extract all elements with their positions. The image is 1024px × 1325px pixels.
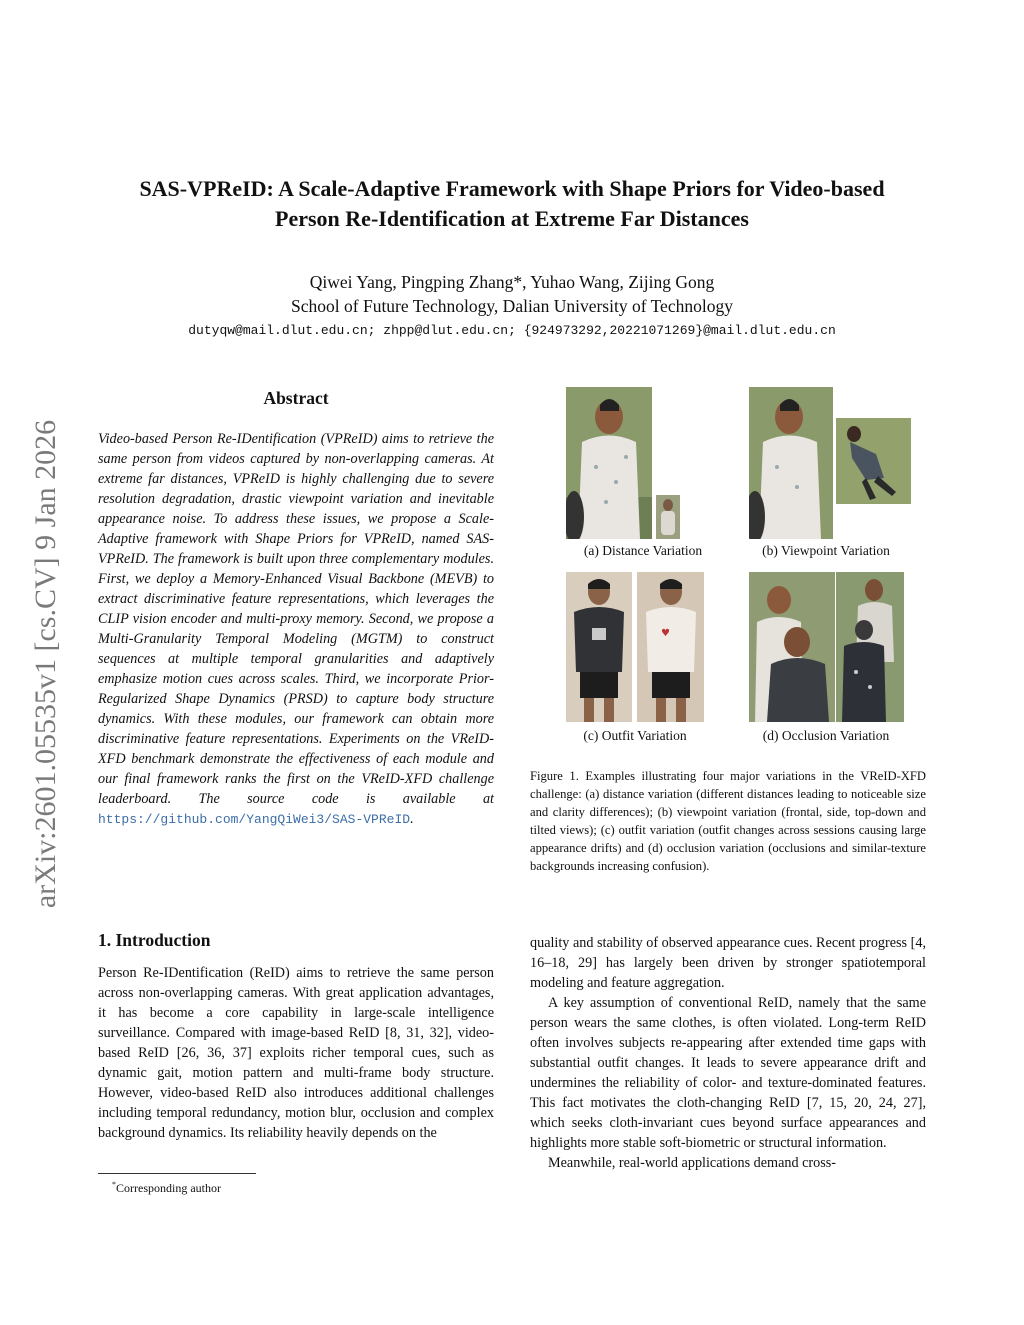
label-occlusion: (d) Occlusion Variation [762, 728, 890, 743]
title-line-1: SAS-VPReID: A Scale-Adaptive Framework with Shape Priors for Video-based [139, 176, 885, 201]
figure-caption: Figure 1. Examples illustrating four major variations in the VReID-XFD challenge: (a) distance variation (different distances leading to noticeable size and clarity differences); (b) viewpoint variation (frontal, side, top-down and tilted views); (c) outfit variation (outfit changes across sessions causing large appearance drifts) and (d) occlusion variation (occlusions and similar-texture backgrounds increasing confusion). [530, 769, 926, 873]
abstract-text: Video-based Person Re-IDentification (VPReID) aims to retrieve the same person from videos captured by non-overlapping cameras. At extreme far distances, VPReID is highly challenging due to severe resolution degradation, drastic viewpoint variation and inevitable appearance noise. To address these issues, we propose a Scale-Adaptive framework with Shape Priors for VPReID, named SAS-VPReID. The framework is built upon three complementary modules. First, we deploy a Memory-Enhanced Visual Backbone (MEVB) to extract discriminative feature representations, which leverages the CLIP vision encoder and multi-proxy memory. Second, we propose a Multi-Granularity Temporal Modeling (MGTM) to construct sequences at multiple temporal granularities and adaptively emphasize motion cues across scales. Third, we incorporate Prior-Regularized Shape Dynamics (PRSD) to capture body structure dynamics. With these modules, our framework can obtain more discriminative feature representations. Experiments on the VReID-XFD benchmark demonstrate the effectiveness of each module and our final framework ranks the first on the VReID-XFD challenge leaderboard. The source code is available at [98, 431, 494, 807]
footnote-rule [98, 1173, 256, 1174]
label-distance: (a) Distance Variation [583, 543, 703, 558]
email-list: dutyqw@mail.dlut.edu.cn; zhpp@dlut.edu.cn; {924973292,20221071269}@mail.dlut.edu.cn [188, 323, 836, 338]
abstract-end: . [410, 811, 414, 827]
photo-outfit-light [637, 572, 704, 722]
affiliation: School of Future Technology, Dalian University of Technology [291, 296, 733, 316]
label-outfit: (c) Outfit Variation [583, 728, 687, 743]
abstract-heading: Abstract [263, 388, 329, 408]
intro-paragraph-right-2: A key assumption of conventional ReID, namely that the same person wears the same clothes, is often violated. Long-term ReID often involves subjects re-appearing after extended time gaps with substantial outfit changes. It leads to severe appearance drift and undermines the reliability of color- and texture-dominated features. This fact motivates the cloth-changing ReID [7, 15, 20, 24, 27], which seeks cloth-invariant cues beyond surface appearances and highlights more stable soft-biometric or structural information. [530, 995, 926, 1151]
photo-outfit-dark [566, 572, 632, 722]
svg-text:♥: ♥ [661, 628, 670, 639]
photo-viewpoint-side [836, 418, 911, 504]
section-heading-introduction: 1. Introduction [98, 930, 211, 950]
intro-paragraph-right-3: Meanwhile, real-world applications demand cross- [548, 1155, 836, 1171]
footnote-text: Corresponding author [116, 1181, 221, 1195]
source-code-link[interactable]: https://github.com/YangQiWei3/SAS-VPReID [98, 812, 411, 827]
footnote: *Corresponding author [112, 1180, 221, 1195]
intro-paragraph-right-1: quality and stability of observed appearance cues. Recent progress [4, 16–18, 29] has largely been driven by stronger spatiotemporal modeling and feature aggregation. [530, 935, 926, 991]
arxiv-stamp: arXiv:2601.05535v1 [cs.CV] 9 Jan 2026 [29, 419, 62, 909]
label-viewpoint: (b) Viewpoint Variation [762, 543, 890, 558]
photo-occlusion-2 [836, 572, 904, 722]
intro-right-column [530, 933, 926, 1173]
photo-distance-far [656, 495, 680, 539]
author-list: Qiwei Yang, Pingping Zhang*, Yuhao Wang, Zijing Gong [309, 272, 715, 292]
abstract-body [98, 429, 494, 830]
photo-distance-near [566, 387, 652, 539]
title-line-2: Person Re-Identification at Extreme Far Distances [275, 206, 749, 231]
intro-paragraph-left: Person Re-IDentification (ReID) aims to retrieve the same person across non-overlapping cameras. With great application advantages, it has become a core capability in large-scale intelligence surveillance. Compared with image-based ReID [8, 31, 32], video-based ReID [26, 36, 37] exploits richer temporal cues, such as dynamic gait, motion pattern and multi-frame body structure. However, video-based ReID also introduces additional challenges including temporal redundancy, motion blur, occlusion and complex background dynamics. Its reliability heavily depends on the [98, 965, 494, 1141]
photo-viewpoint-front [749, 387, 833, 539]
photo-occlusion-1 [749, 572, 835, 722]
paper-title [90, 174, 934, 234]
